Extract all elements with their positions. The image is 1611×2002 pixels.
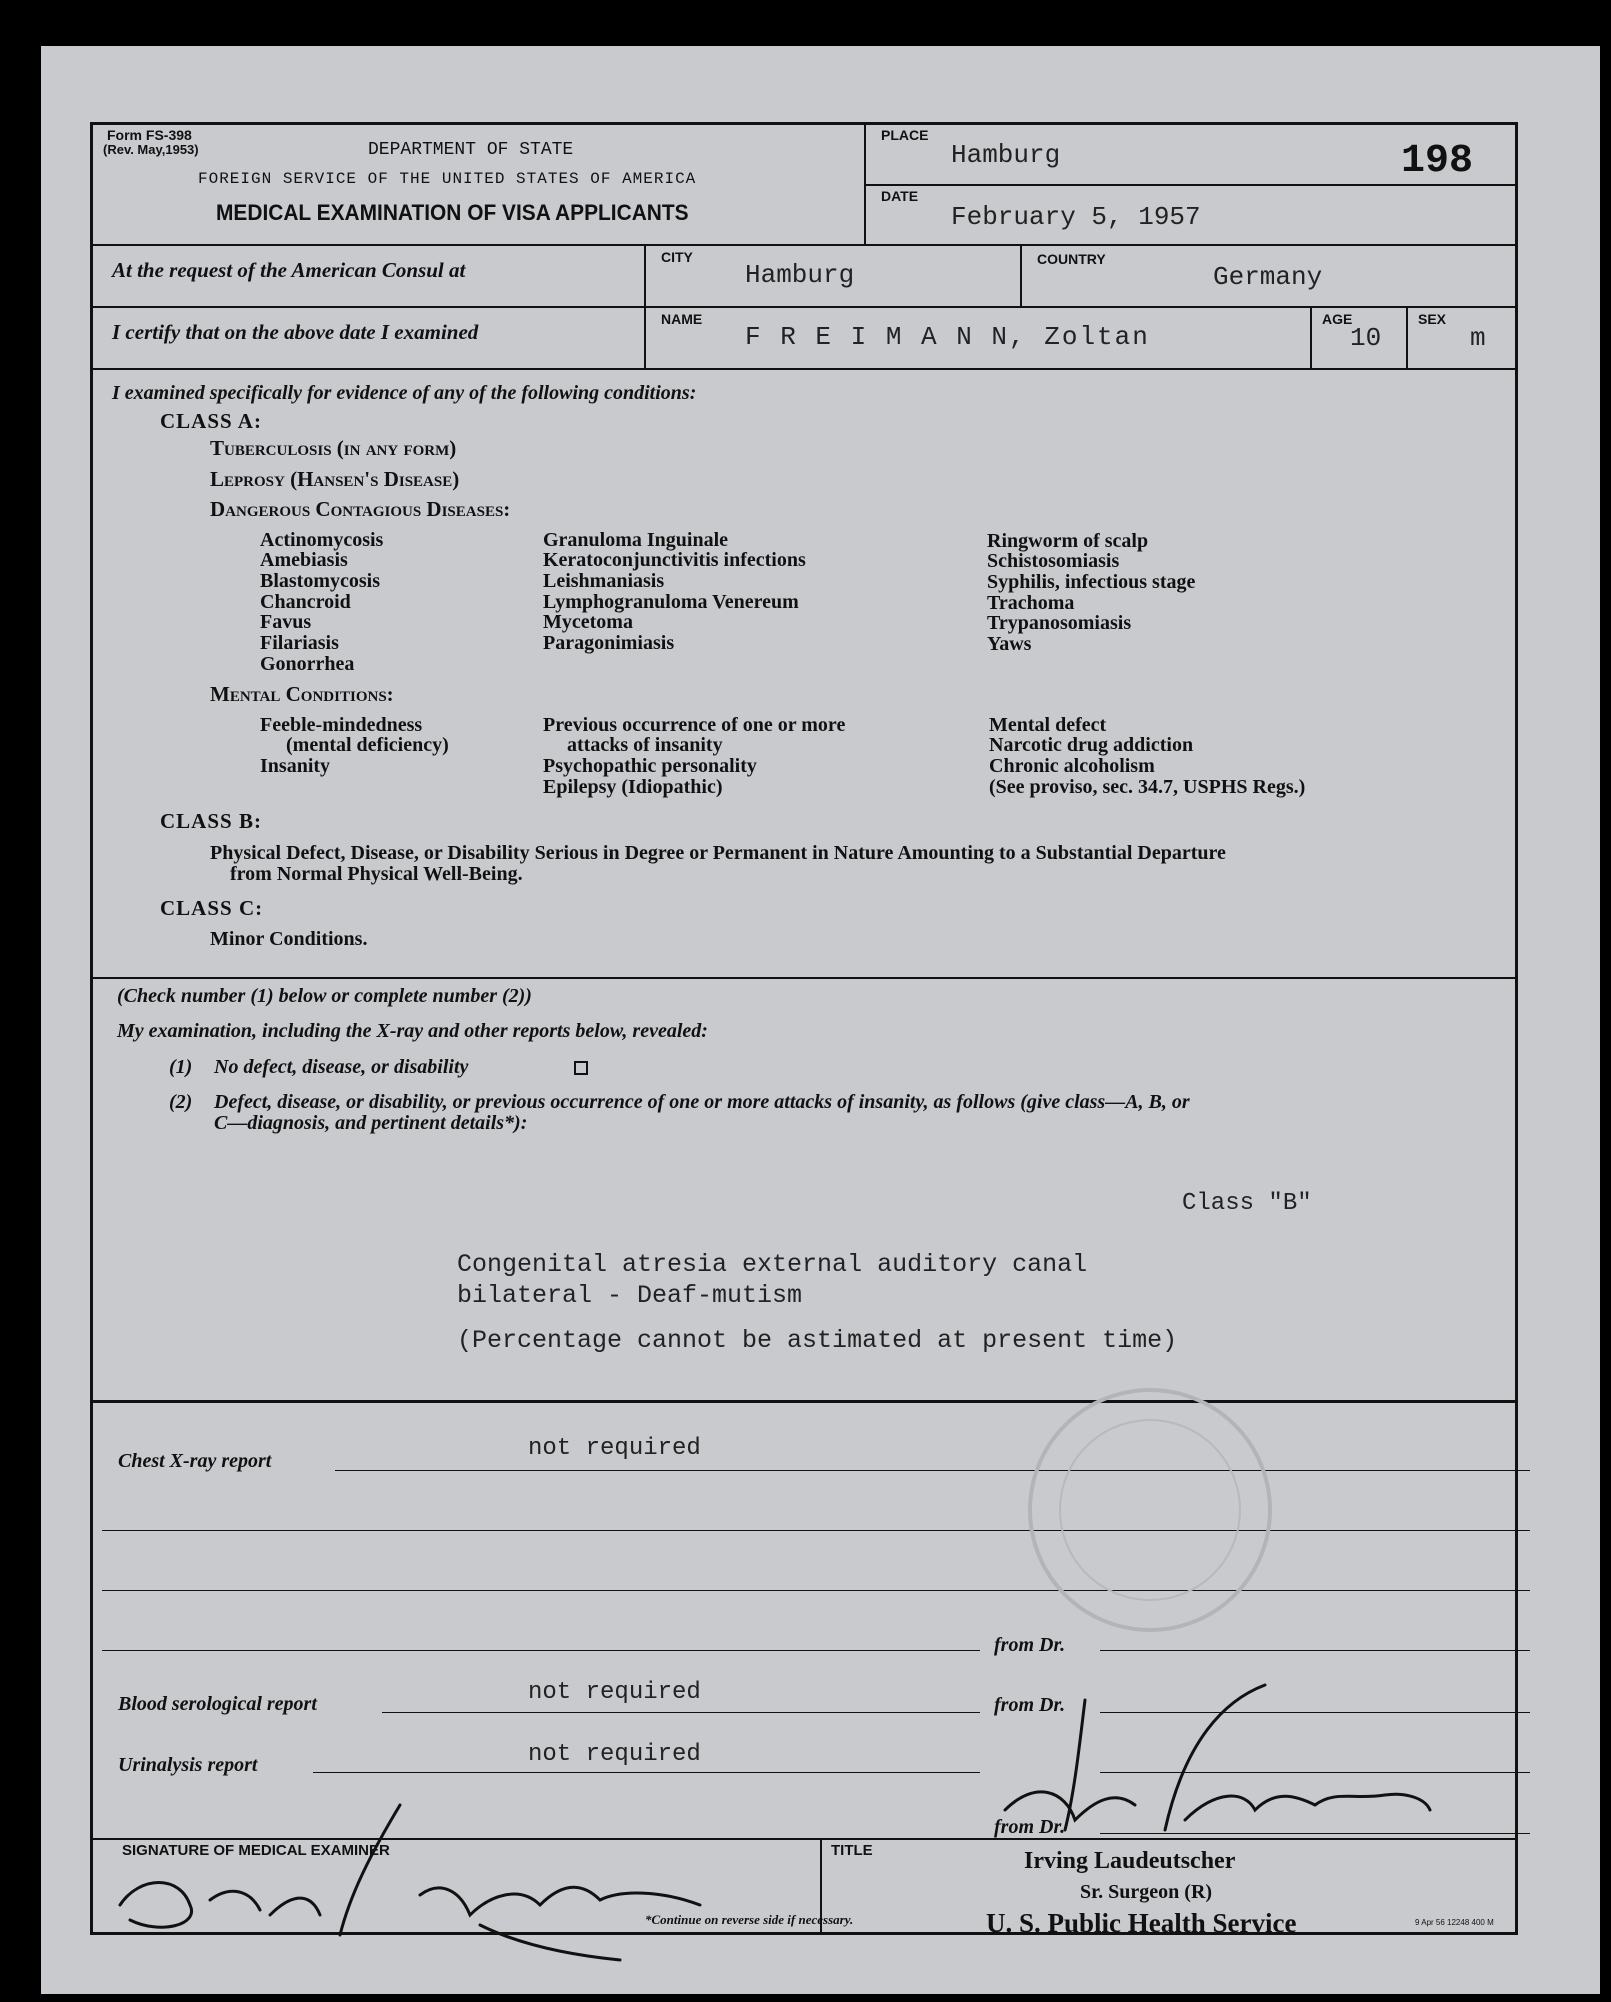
list-item: Chancroid <box>260 591 351 613</box>
list-item: Favus <box>260 611 312 633</box>
class-a-heading: CLASS A: <box>160 409 262 433</box>
chest-from-dr-label: from Dr. <box>994 1634 1066 1656</box>
examiner-name-stamp: Irving Laudeutscher <box>1024 1848 1236 1874</box>
form-serial-number: 198 <box>1401 139 1474 184</box>
leprosy-item: Leprosy (Hansen's Disease) <box>210 467 460 491</box>
class-b-description-cont: from Normal Physical Well-Being. <box>230 863 523 885</box>
list-item: Feeble-mindedness <box>260 714 423 736</box>
title-label: TITLE <box>831 1842 873 1859</box>
list-item: Chronic alcoholism <box>989 755 1155 777</box>
diagnosis-line-1: Congenital atresia external auditory canal <box>457 1250 1088 1279</box>
list-item: Keratoconjunctivitis infections <box>543 549 806 571</box>
list-item: Psychopathic personality <box>543 755 757 777</box>
dangerous-diseases-heading: Dangerous Contagious Diseases: <box>210 497 511 521</box>
diagnosis-line-2: bilateral - Deaf-mutism <box>457 1281 803 1310</box>
urinalysis-label: Urinalysis report <box>118 1754 258 1776</box>
list-item: Mycetoma <box>543 611 633 633</box>
signature-label: SIGNATURE OF MEDICAL EXAMINER <box>122 1842 390 1859</box>
date-label: DATE <box>881 188 919 204</box>
list-item: Leishmaniasis <box>543 570 665 592</box>
list-item: Narcotic drug addiction <box>989 734 1194 756</box>
certify-text: I certify that on the above date I examined <box>112 320 479 344</box>
date-value: February 5, 1957 <box>951 202 1201 232</box>
list-item: (mental deficiency) <box>286 734 449 756</box>
option-2-label-cont: C—diagnosis, and pertinent details*): <box>214 1112 528 1134</box>
list-item: (See proviso, sec. 34.7, USPHS Regs.) <box>989 776 1306 798</box>
conditions-intro: I examined specifically for evidence of any of the following conditions: <box>112 382 697 404</box>
list-item: Mental defect <box>989 714 1107 736</box>
form-title: MEDICAL EXAMINATION OF VISA APPLICANTS <box>216 200 689 225</box>
class-b-heading: CLASS B: <box>160 809 262 833</box>
list-item: Trachoma <box>987 592 1075 614</box>
class-b-description: Physical Defect, Disease, or Disability Serious in Degree or Permanent in Nature Amounting to a Substantial Departure <box>210 842 1226 864</box>
chest-xray-label: Chest X-ray report <box>118 1450 272 1472</box>
mental-conditions-heading: Mental Conditions: <box>210 682 394 706</box>
urinalysis-value: not required <box>528 1741 701 1768</box>
applicant-name: F R E I M A N N, Zoltan <box>745 322 1150 352</box>
tuberculosis-item: Tuberculosis (in any form) <box>210 436 457 460</box>
list-item: Yaws <box>987 633 1032 655</box>
list-item: Ringworm of scalp <box>987 530 1149 552</box>
blood-from-dr-label: from Dr. <box>994 1694 1066 1716</box>
examiner-title-stamp: Sr. Surgeon (R) <box>1080 1881 1213 1903</box>
form-revision: (Rev. May,1953) <box>103 142 199 157</box>
list-item: Gonorrhea <box>260 653 355 675</box>
list-item: Schistosomiasis <box>987 550 1120 572</box>
public-health-service: U. S. Public Health Service <box>986 1908 1297 1938</box>
examination-revealed: My examination, including the X-ray and other reports below, revealed: <box>117 1020 708 1042</box>
option-2-label: Defect, disease, or disability, or previous occurrence of one or more attacks of insanity, as follows (give class—A, B, or <box>214 1091 1190 1113</box>
place-value: Hamburg <box>951 140 1061 170</box>
place-label: PLACE <box>881 127 929 143</box>
chest-xray-value: not required <box>528 1435 701 1462</box>
country-label: COUNTRY <box>1037 251 1106 267</box>
country-value: Germany <box>1213 262 1323 292</box>
blood-serological-label: Blood serological report <box>118 1693 317 1715</box>
age-value: 10 <box>1350 323 1382 353</box>
list-item: Trypanosomiasis <box>987 612 1132 634</box>
list-item: Lymphogranuloma Venereum <box>543 591 799 613</box>
diagnosis-line-3: (Percentage cannot be astimated at present time) <box>457 1326 1178 1355</box>
list-item: Blastomycosis <box>260 570 380 592</box>
list-item: Epilepsy (Idiopathic) <box>543 776 723 798</box>
name-label: NAME <box>661 311 703 327</box>
class-c-heading: CLASS C: <box>160 896 264 920</box>
list-item: Actinomycosis <box>260 529 384 551</box>
diagnosis-class: Class "B" <box>1182 1190 1312 1217</box>
department-label: DEPARTMENT OF STATE <box>368 140 574 160</box>
age-label: AGE <box>1322 311 1353 327</box>
sex-label: SEX <box>1418 311 1447 327</box>
list-item: Amebiasis <box>260 549 348 571</box>
option-2-number: (2) <box>169 1091 193 1113</box>
urinalysis-from-dr-label: from Dr. <box>994 1816 1066 1838</box>
stamp-impression <box>1000 1360 1300 1660</box>
list-item: Granuloma Inguinale <box>543 529 729 551</box>
no-defect-checkbox[interactable] <box>574 1061 588 1075</box>
city-value: Hamburg <box>745 260 855 290</box>
list-item: Previous occurrence of one or more <box>543 714 846 736</box>
list-item: Filariasis <box>260 632 339 654</box>
foreign-service-label: FOREIGN SERVICE OF THE UNITED STATES OF AMERICA <box>198 170 697 188</box>
signature-line-drawing <box>100 1795 800 1965</box>
class-c-description: Minor Conditions. <box>210 928 368 950</box>
option-1-number: (1) <box>169 1056 193 1078</box>
list-item: Paragonimiasis <box>543 632 675 654</box>
list-item: Insanity <box>260 755 331 777</box>
blood-serological-value: not required <box>528 1679 701 1706</box>
list-item: attacks of insanity <box>567 734 723 756</box>
list-item: Syphilis, infectious stage <box>987 571 1196 593</box>
check-instruction: (Check number (1) below or complete number (2)) <box>117 985 532 1007</box>
continue-note: *Continue on reverse side if necessary. <box>645 1912 854 1927</box>
print-code: 9 Apr 56 12248 400 M <box>1415 1918 1494 1927</box>
city-label: CITY <box>661 249 693 265</box>
form-number: Form FS-398 <box>107 127 192 143</box>
sex-value: m <box>1470 323 1486 353</box>
consul-request-text: At the request of the American Consul at <box>112 258 466 282</box>
examiner-signature-drawing <box>985 1680 1435 1850</box>
option-1-label: No defect, disease, or disability <box>214 1056 469 1078</box>
